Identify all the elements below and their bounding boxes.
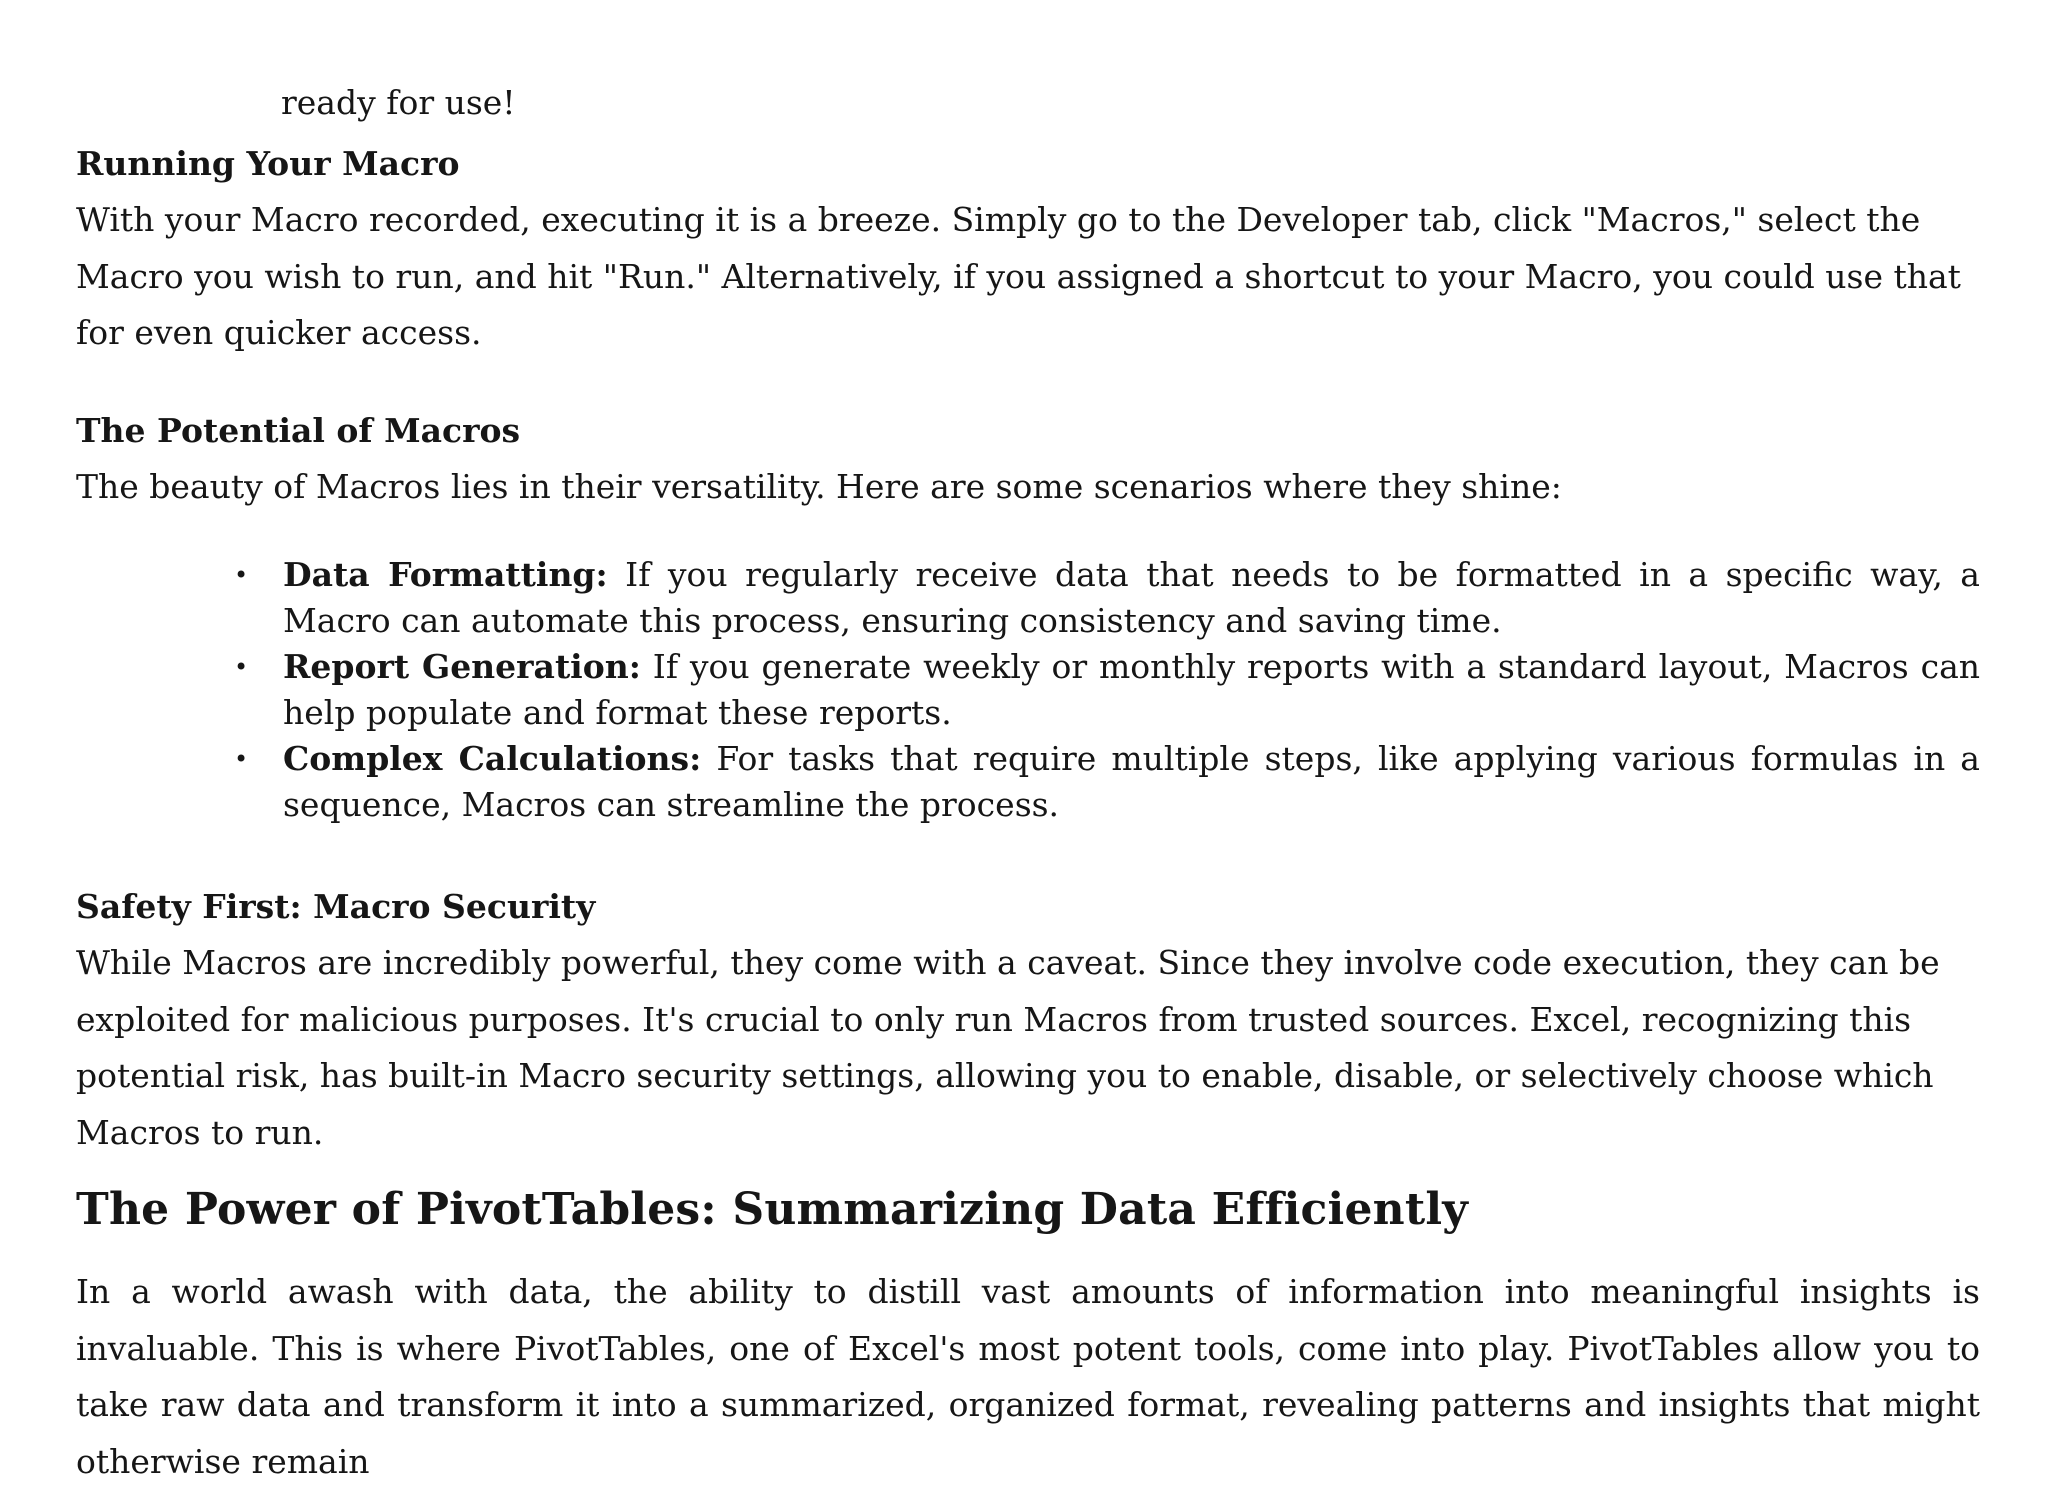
paragraph-pivottables-intro: In a world awash with data, the ability to distill vast amounts of information into meaningful insights is invaluable. This is where PivotTables, one of Excel's most potent tools, come into play. PivotTables allow you to take raw data and transform it into a summarized, organized format, revealing patterns and insights that might otherwise remain <box>76 1272 1980 1481</box>
heading-safety-first: Safety First: Macro Security <box>76 887 596 926</box>
heading-potential-of-macros: The Potential of Macros <box>76 411 521 450</box>
paragraph-safety-first: While Macros are incredibly powerful, they come with a caveat. Since they involve code execution, they can be exploited for malicious purposes. It's crucial to only run Macros from trusted sources. Excel, recognizing this potential risk, has built-in Macro security settings, allowing you to enable, disable, or selectively choose which Macros to run. <box>76 943 1940 1152</box>
heading-power-of-pivottables: The Power of PivotTables: Summarizing Data Efficiently <box>76 1184 1469 1235</box>
bullet-list-macro-scenarios <box>76 552 1980 828</box>
paragraph-fragment: ready for use! <box>281 83 516 122</box>
bullet-icon: • <box>234 653 249 681</box>
bullet-icon: • <box>234 745 249 773</box>
list-item-text: If you regularly receive data that needs to be formatted in a specific way, a Macro can automate this process, ensuring consistency and saving time. <box>283 555 1980 640</box>
list-item-text: If you generate weekly or monthly reports with a standard layout, Macros can help populate and format these reports. <box>283 647 1980 732</box>
list-item <box>76 552 1980 644</box>
paragraph-potential-intro: The beauty of Macros lies in their versatility. Here are some scenarios where they shine: <box>76 467 1562 506</box>
heading-running-your-macro: Running Your Macro <box>76 144 460 183</box>
list-item-term: Complex Calculations: <box>283 739 702 778</box>
paragraph-running-your-macro: With your Macro recorded, executing it is a breeze. Simply go to the Developer tab, click "Macros," select the Macro you wish to run, and hit "Run." Alternatively, if you assigned a shortcut to your Macro, you could use that for even quicker access. <box>76 200 1961 352</box>
list-item-term: Data Formatting: <box>283 555 608 594</box>
list-item-text: For tasks that require multiple steps, like applying various formulas in a sequence, Macros can streamline the process. <box>283 739 1980 824</box>
list-item <box>76 736 1980 828</box>
list-item <box>76 644 1980 736</box>
bullet-icon: • <box>234 561 249 589</box>
list-item-term: Report Generation: <box>283 647 641 686</box>
